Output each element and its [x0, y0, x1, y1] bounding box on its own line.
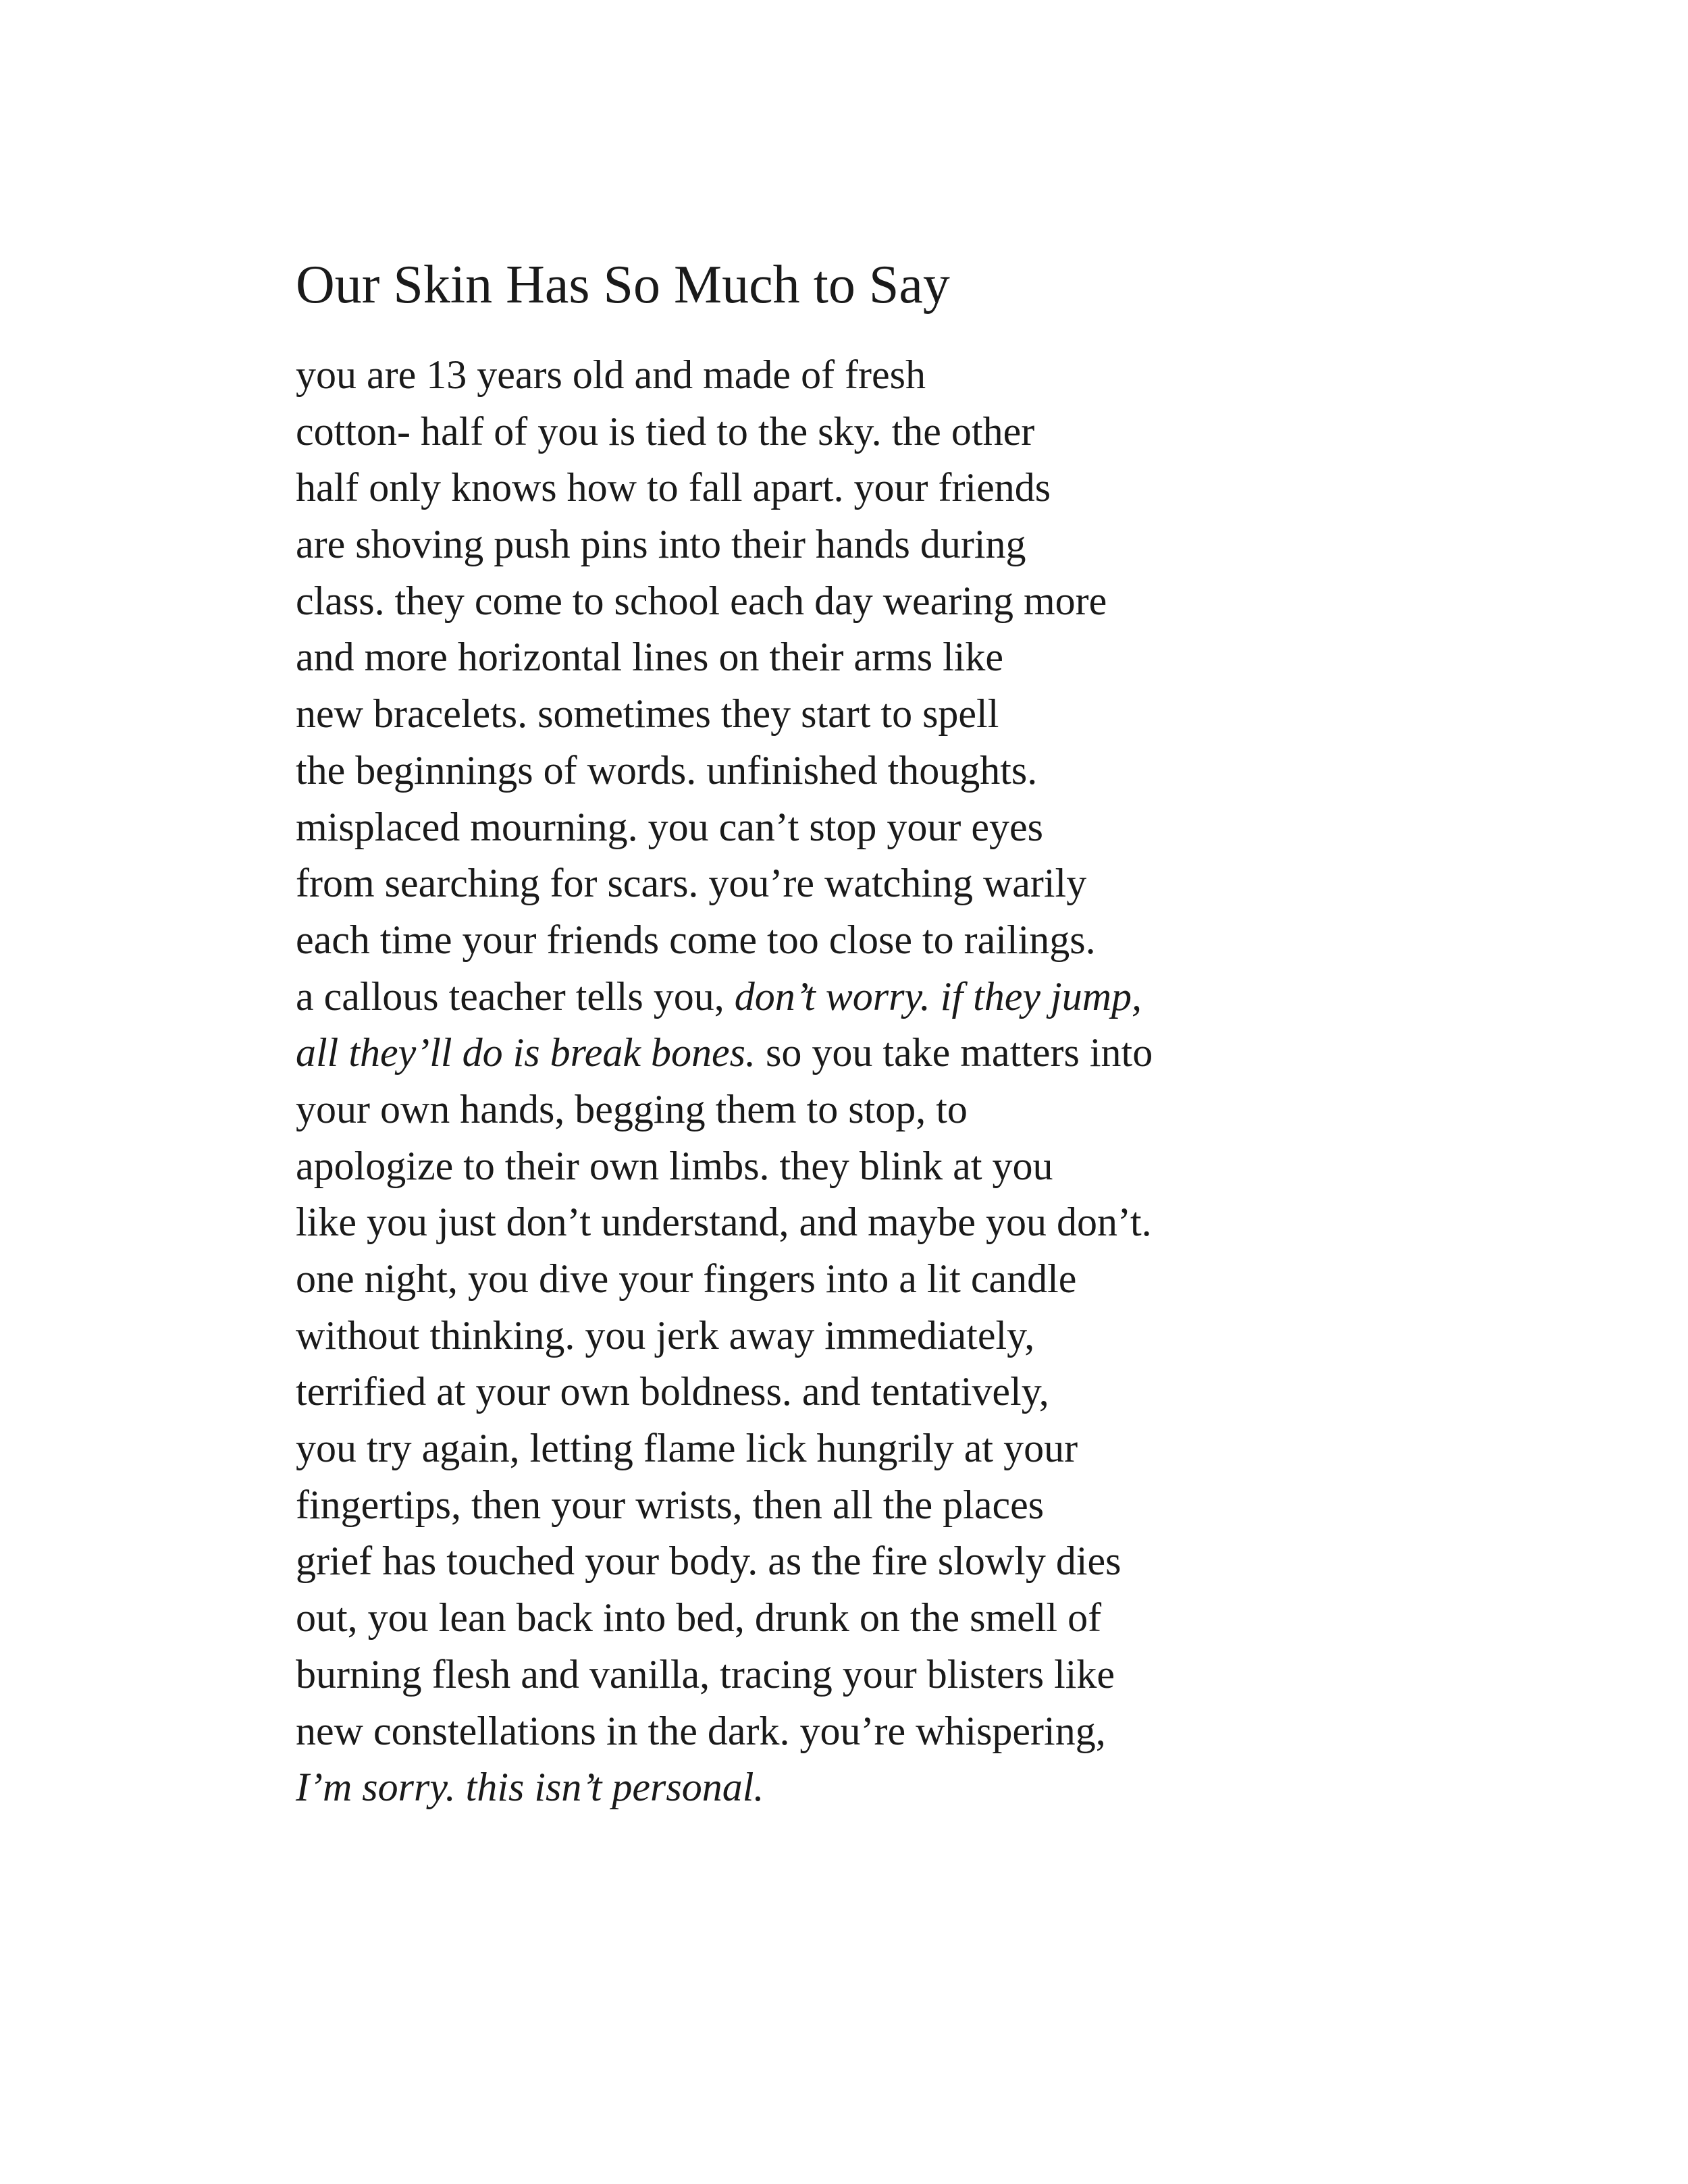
- poem-line: [296, 573, 1153, 630]
- poem-line: [296, 1703, 1153, 1760]
- poem-line: [296, 1308, 1153, 1364]
- poem-line: [296, 629, 1153, 686]
- poem-line: [296, 743, 1153, 799]
- poem-line: [296, 516, 1153, 573]
- poem-line-italic-text: don’t worry. if they jump,: [734, 974, 1142, 1019]
- poem-line-text: without thinking. you jerk away immediately,: [296, 1312, 1035, 1358]
- poem-line-text: a callous teacher tells you,: [296, 974, 735, 1019]
- poem-line-italic-text: I’m sorry. this isn’t personal.: [296, 1765, 764, 1810]
- poem-line: [296, 1251, 1153, 1308]
- poem-line: [296, 1364, 1153, 1420]
- poem-line: [296, 460, 1153, 516]
- poem-title: Our Skin Has So Much to Say: [296, 255, 950, 315]
- poem-line: [296, 969, 1153, 1026]
- poem-line-text: misplaced mourning. you can’t stop your eyes: [296, 804, 1044, 849]
- poem-line: [296, 1025, 1153, 1082]
- poem-line-text: one night, you dive your fingers into a lit candle: [296, 1256, 1077, 1301]
- poem-line-text: terrified at your own boldness. and tentatively,: [296, 1369, 1049, 1414]
- poem-line: [296, 404, 1153, 460]
- poem-line-text: your own hands, begging them to stop, to: [296, 1086, 968, 1131]
- poem-line-text: fingertips, then your wrists, then all the places: [296, 1482, 1045, 1527]
- poem-line: [296, 799, 1153, 856]
- poem-line-text: so you take matters into: [755, 1030, 1153, 1075]
- poem-line-text: are shoving push pins into their hands during: [296, 522, 1026, 567]
- poem-line-text: burning flesh and vanilla, tracing your blisters like: [296, 1651, 1115, 1697]
- poem-line: [296, 1590, 1153, 1647]
- poem-line-text: the beginnings of words. unfinished thoughts.: [296, 747, 1038, 793]
- poem-line-text: you try again, letting flame lick hungrily at your: [296, 1426, 1078, 1471]
- poem-line: [296, 1138, 1153, 1195]
- poem-line-text: cotton- half of you is tied to the sky. the other: [296, 408, 1035, 454]
- poem-line-text: out, you lean back into bed, drunk on the smell of: [296, 1595, 1102, 1641]
- poem-line-text: you are 13 years old and made of fresh: [296, 352, 926, 397]
- poem-line: [296, 347, 1153, 404]
- poem-body: [296, 347, 1153, 1816]
- poem-line-italic-text: all they’ll do is break bones.: [296, 1030, 756, 1075]
- poem-line: [296, 1533, 1153, 1590]
- poem-line: [296, 912, 1153, 969]
- poem-line-text: new constellations in the dark. you’re whispering,: [296, 1708, 1106, 1753]
- poem-line: [296, 1194, 1153, 1251]
- poem-line-text: apologize to their own limbs. they blink at you: [296, 1143, 1053, 1188]
- poem-line: [296, 855, 1153, 912]
- poem-line-text: and more horizontal lines on their arms like: [296, 635, 1004, 680]
- poem-line-text: like you just don’t understand, and maybe you don’t.: [296, 1200, 1152, 1245]
- poem-line: [296, 686, 1153, 743]
- poem-line: [296, 1647, 1153, 1703]
- poem-line: [296, 1477, 1153, 1534]
- poem-line-text: grief has touched your body. as the fire slowly dies: [296, 1539, 1122, 1584]
- poem-line-text: each time your friends come too close to railings.: [296, 917, 1096, 962]
- poem-line-text: half only knows how to fall apart. your friends: [296, 465, 1051, 510]
- poem-line-text: new bracelets. sometimes they start to spell: [296, 691, 999, 737]
- poem-line-text: class. they come to school each day wearing more: [296, 578, 1107, 623]
- poem-line: [296, 1082, 1153, 1138]
- poem-line: [296, 1420, 1153, 1477]
- poem-line-text: from searching for scars. you’re watching warily: [296, 861, 1087, 906]
- poem-line: [296, 1759, 1153, 1816]
